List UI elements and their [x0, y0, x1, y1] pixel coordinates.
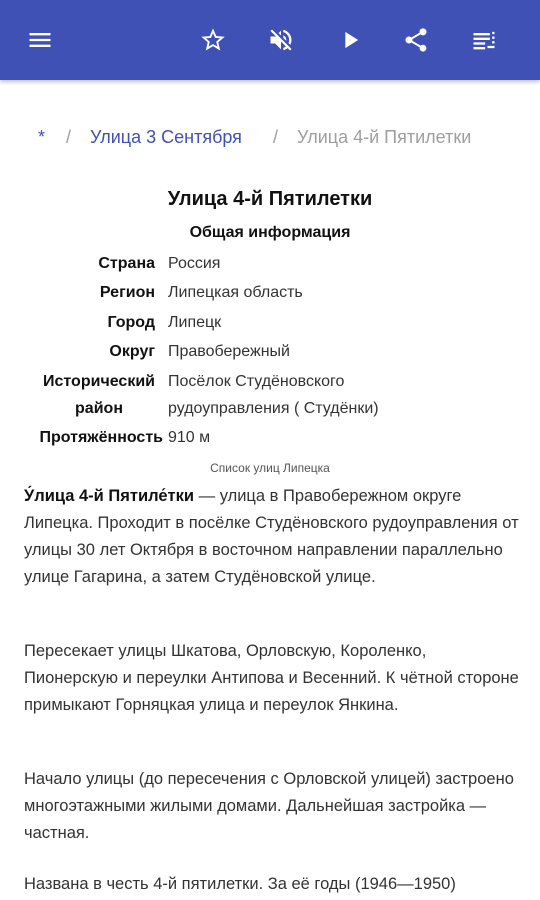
infobox-value: Липецкая область: [168, 284, 303, 301]
infobox-key: Город: [107, 314, 155, 331]
infobox-value: Липецк: [168, 314, 222, 331]
infobox-key-line: район: [75, 400, 123, 417]
infobox-key-line: Исторический: [43, 373, 155, 390]
app-bar: [0, 0, 540, 80]
play-icon[interactable]: [330, 20, 370, 60]
infobox-value: Россия: [168, 255, 221, 272]
infobox-subtitle: Общая информация: [189, 224, 351, 241]
breadcrumb-current: Улица 4-й Пятилетки: [297, 127, 472, 147]
article-paragraph: [24, 483, 520, 591]
infobox-key: Страна: [98, 255, 155, 272]
infobox-title: Улица 4-й Пятилетки: [167, 188, 373, 210]
breadcrumb-separator: /: [273, 127, 279, 147]
breadcrumb-home-link[interactable]: *: [38, 127, 46, 147]
infobox-key: [43, 368, 155, 422]
volume-off-icon[interactable]: [261, 20, 301, 60]
infobox-key: Регион: [99, 284, 155, 301]
hamburger-menu-icon[interactable]: [20, 20, 60, 60]
star-outline-icon[interactable]: [193, 20, 233, 60]
article-paragraph: Названа в честь 4-й пятилетки. За её годы (1946—1950): [24, 875, 456, 893]
article-paragraph: Пересекает улицы Шкатова, Орловскую, Короленко, Пионерскую и переулки Антипова и Весенний. К чётной стороне примыкают Горняцкая улица и переулок Янкина.: [24, 642, 519, 714]
share-icon[interactable]: [396, 20, 436, 60]
playlist-icon[interactable]: [464, 20, 504, 60]
infobox-key: Округ: [109, 343, 155, 360]
infobox-caption: Список улиц Липецка: [210, 461, 330, 475]
article-lead-term: У́лица 4-й Пятиле́тки: [24, 487, 195, 505]
infobox-value: Посёлок Студёновского рудоуправления ( Студёнки): [168, 373, 379, 417]
infobox-key: Протяжённость: [39, 429, 163, 446]
infobox-value: 910 м: [168, 429, 211, 446]
article-paragraph-text: — улица в Правобережном округе Липецка. Проходит в посёлке Студёновского рудоуправления от улицы 30 лет Октября в восточном направлении параллельно улице Гагарина, а затем Студёновской улице.: [24, 487, 519, 586]
breadcrumb-separator: /: [66, 127, 72, 147]
article-paragraph: Начало улицы (до пересечения с Орловской улицей) застроено многоэтажными жилыми домами. Дальнейшая застройка — частная.: [24, 770, 514, 842]
infobox-value: Правобережный: [168, 343, 290, 360]
breadcrumb-parent-link[interactable]: Улица 3 Сентября: [90, 127, 242, 147]
